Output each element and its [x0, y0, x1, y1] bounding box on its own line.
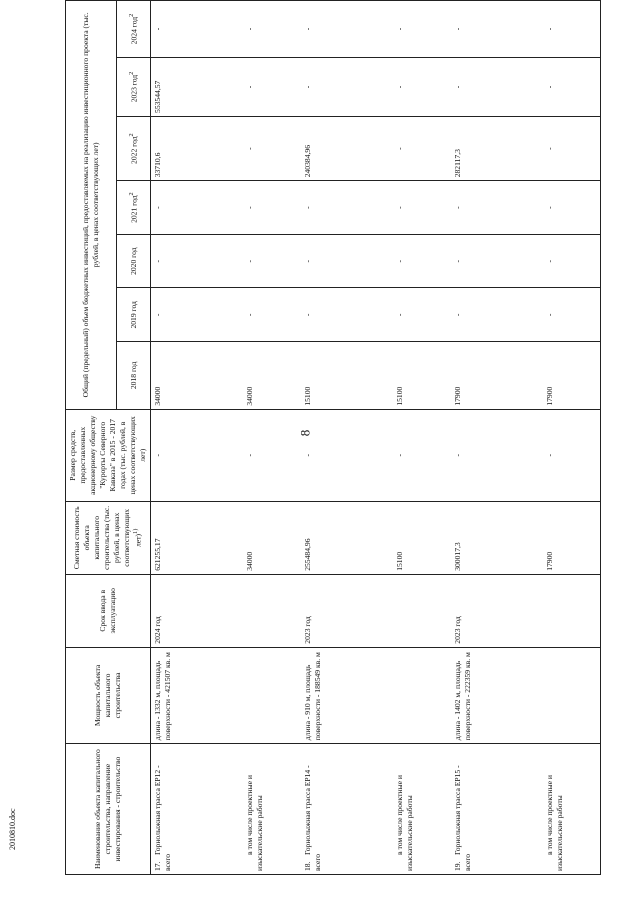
cell-commission: 2023 год: [451, 574, 543, 647]
cell-year-value: -: [451, 181, 543, 235]
cell-name: [151, 744, 243, 875]
cell-year-value: 240384,96: [301, 116, 393, 180]
cell-capacity: [243, 647, 301, 744]
header-year: 2021 год$^2$: [117, 181, 151, 235]
header-year: 2023 год$^2$: [117, 57, 151, 116]
cell-cost: 255484,96: [301, 501, 393, 574]
cell-funds: -: [393, 409, 451, 501]
cell-capacity: длина - 1402 м, площадь поверхности - 222359 кв. м: [451, 647, 543, 744]
cell-commission: [543, 574, 601, 647]
table-row: [451, 1, 543, 875]
cell-year-value: 17900: [451, 342, 543, 410]
cell-year-value: -: [243, 288, 301, 342]
cell-year-value: 15100: [301, 342, 393, 410]
cell-year-value: -: [451, 57, 543, 116]
cell-year-value: -: [543, 116, 601, 180]
cell-year-value: -: [543, 57, 601, 116]
row-index: 19.: [452, 861, 462, 871]
cell-funds: -: [151, 409, 243, 501]
cell-year-value: -: [451, 288, 543, 342]
cell-year-value: -: [243, 1, 301, 58]
header-budget-group: Общий (предельный) объем бюджетных инвестиций, предоставляемых на реализацию инвестиционного проекта (тыс. рублей, в ценах соответствующих лет): [66, 1, 117, 410]
footer-filename: 2010810.doc: [8, 808, 17, 850]
header-year: 2024 год$^2$: [117, 1, 151, 58]
cell-year-value: 34000: [243, 342, 301, 410]
cell-year-value: -: [393, 1, 451, 58]
cell-year-value: -: [301, 57, 393, 116]
cell-funds: -: [301, 409, 393, 501]
cell-year-value: 17900: [543, 342, 601, 410]
cell-capacity: [393, 647, 451, 744]
cell-year-value: -: [243, 116, 301, 180]
table-row: [301, 1, 393, 875]
cell-year-value: -: [151, 181, 243, 235]
table-row: [243, 1, 301, 875]
row-name: в том числе проектные и изыскательские работы: [244, 775, 264, 871]
cell-year-value: -: [151, 288, 243, 342]
cell-year-value: -: [451, 234, 543, 288]
cell-commission: 2023 год: [301, 574, 393, 647]
cell-cost: 621255,17: [151, 501, 243, 574]
cell-year-value: -: [393, 57, 451, 116]
table-body: [151, 1, 601, 875]
cell-commission: 2024 год: [151, 574, 243, 647]
cell-capacity: длина - 1332 м, площадь поверхности - 421507 кв. м: [151, 647, 243, 744]
cell-year-value: -: [243, 57, 301, 116]
cell-year-value: -: [451, 1, 543, 58]
header-year: 2019 год: [117, 288, 151, 342]
cell-name: [451, 744, 543, 875]
cell-year-value: -: [151, 1, 243, 58]
cell-year-value: 34000: [151, 342, 243, 410]
row-name: Горнолыжная трасса EP15 - всего: [452, 765, 472, 871]
row-name: Горнолыжная трасса EP14 - всего: [302, 765, 322, 871]
cell-cost: 17900: [543, 501, 601, 574]
cell-year-value: 282117,3: [451, 116, 543, 180]
cell-capacity: [543, 647, 601, 744]
row-index: 18.: [302, 861, 312, 871]
header-funds: Размер средств, предоставленных акционерному обществу "Курорты Северного Кавказа" в 2015 - 2017 годах (тыс. рублей, в ценах соответствующих лет): [66, 409, 151, 501]
cell-year-value: -: [393, 116, 451, 180]
table-row: [393, 1, 451, 875]
row-name: в том числе проектные и изыскательские работы: [544, 775, 564, 871]
cell-year-value: -: [243, 181, 301, 235]
header-name: Наименование объекта капитального строительства, направление инвестирования - строительство: [66, 744, 151, 875]
budget-investment-table: [65, 0, 601, 875]
cell-year-value: -: [301, 1, 393, 58]
cell-year-value: -: [393, 234, 451, 288]
cell-capacity: длина - 910 м, площадь поверхности - 188549 кв. м: [301, 647, 393, 744]
cell-year-value: 15100: [393, 342, 451, 410]
cell-year-value: -: [301, 288, 393, 342]
cell-year-value: -: [543, 234, 601, 288]
cell-year-value: -: [151, 234, 243, 288]
cell-year-value: -: [543, 288, 601, 342]
header-year: 2018 год: [117, 342, 151, 410]
cell-year-value: 33710,6: [151, 116, 243, 180]
cell-year-value: -: [393, 181, 451, 235]
cell-name: [393, 744, 451, 875]
cell-name: [543, 744, 601, 875]
header-commission: Срок ввода в эксплуатацию: [66, 574, 151, 647]
page-number: 8: [297, 429, 313, 437]
cell-funds: -: [243, 409, 301, 501]
table-row: [543, 1, 601, 875]
cell-cost: 15100: [393, 501, 451, 574]
cell-cost: 34000: [243, 501, 301, 574]
cell-funds: -: [451, 409, 543, 501]
row-index: 17.: [153, 861, 163, 871]
cell-year-value: -: [243, 234, 301, 288]
cell-year-value: -: [301, 234, 393, 288]
header-year: 2022 год$^2$: [117, 116, 151, 180]
cell-year-value: 553544,57: [151, 57, 243, 116]
cell-commission: [393, 574, 451, 647]
table-row: [151, 1, 243, 875]
cell-funds: -: [543, 409, 601, 501]
rotated-page-content: [65, 0, 564, 875]
header-year: 2020 год: [117, 234, 151, 288]
cell-year-value: -: [543, 181, 601, 235]
row-name: Горнолыжная трасса EP12 - всего: [153, 765, 173, 871]
cell-year-value: -: [543, 1, 601, 58]
cell-cost: 300017,3: [451, 501, 543, 574]
cell-name: [243, 744, 301, 875]
header-capacity: Мощность объекта капитального строительства: [66, 647, 151, 744]
cell-name: [301, 744, 393, 875]
cell-commission: [243, 574, 301, 647]
row-name: в том числе проектные и изыскательские работы: [394, 775, 414, 871]
header-estimated-cost: Сметная стоимость объекта капитального строительства (тыс. рублей, в ценах соответствующих лет)$^{1)}$: [66, 501, 151, 574]
cell-year-value: -: [301, 181, 393, 235]
cell-year-value: -: [393, 288, 451, 342]
